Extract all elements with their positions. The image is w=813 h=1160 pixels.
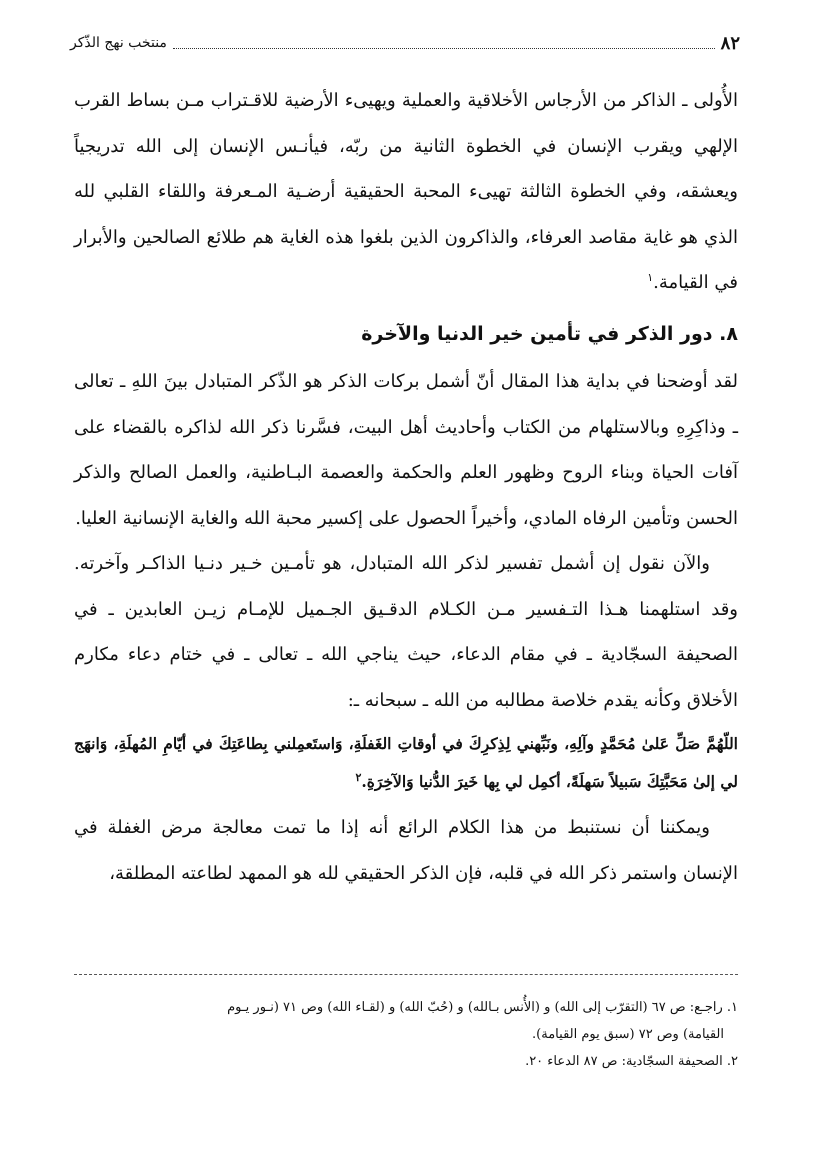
paragraph-3: والآن نقول إن أشمل تفسير لذكر الله المتبادل، هو تأمـين خـير دنـيا الذاكـر وآخرته. وقد استلهمنا هـذا التـفسير مـن الكـلام الدقـيق الجـميل للإمـام زيـن العابدين ـ في الصحيفة السجّادية ـ في مقام الدعاء، حيث يناجي الله ـ تعالى ـ في ختام دعاء مكارم الأخلاق وكأنه يقدم خلاصة مطالبه من الله ـ سبحانه ـ: bbox=[74, 553, 738, 711]
footnote-1: ١. راجـع: ص ٦٧ (التقرّب إلى الله) و (الأُنس بـالله) و (حُبّ الله) و (لقـاء الله) وص ٧١ (نـور يـوم bbox=[227, 1000, 738, 1015]
footnote-1-continuation: القيامة) وص ٧٢ (سبق يوم القيامة). bbox=[532, 1027, 724, 1042]
footnotes bbox=[74, 994, 738, 1075]
running-header bbox=[70, 30, 740, 56]
book-title: منتخب نهج الذّكر bbox=[70, 35, 167, 51]
quote-text: اللّهُمَّ صَلِّ عَلىٰ مُحَمَّدٍ وآلِهِ، ونَبِّهني لِذِكرِكَ في أوقاتِ الغَفلَةِ، وَاستَعمِلني بِطاعَتِكَ في أيّامِ المُهلَةِ، وَانهَج لي إلىٰ مَحَبَّتِكَ سَبيلاً سَهلَةً، أكمِل لي بِها خَيرَ الدُّنيا وَالآخِرَةِ. bbox=[74, 734, 738, 791]
footnote-ref-2: ٢ bbox=[355, 770, 362, 784]
paragraph-1-text: الأُولى ـ الذاكر من الأرجاس الأخلاقية والعملية ويهيىء الأرضية للاقـتراب مـن بساط القرب الإلهي ويقرب الإنسان في الخطوة الثانية من ربّه، فيأنـس الإنسان إلى الله تدريجياً ويعشقه، وفي الخطوة الثالثة تهيىء المحبة الحقيقية أرضـية المـعرفة واللقاء القلبي لله الذي هو غاية مقاصد العرفاء، والذاكرون الذين بلغوا هذه الغاية هم طلائع الصالحين والأبرار في القيامة. bbox=[74, 90, 738, 293]
main-text bbox=[74, 78, 738, 896]
supplication-quote bbox=[74, 725, 738, 801]
page-number: ٨٢ bbox=[720, 32, 740, 54]
header-dotted-leader bbox=[173, 48, 715, 49]
paragraph-1 bbox=[74, 78, 738, 306]
footnote-ref-1: ١ bbox=[647, 271, 654, 284]
paragraph-4: ويمكننا أن نستنبط من هذا الكلام الرائع أنه إذا ما تمت معالجة مرض الغفلة في الإنسان واستمر ذكر الله في قلبه، فإن الذكر الحقيقي لله هو الممهد لطاعته المطلقة، bbox=[74, 817, 738, 884]
footnote-2: ٢. الصحيفة السجّادية: ص ٨٧ الدعاء ٢٠. bbox=[525, 1054, 738, 1069]
footnote-divider bbox=[74, 974, 738, 975]
paragraph-2: لقد أوضحنا في بداية هذا المقال أنّ أشمل بركات الذكر هو الذّكر المتبادل بينَ اللهِ ـ تعالى ـ وذاكِرِهِ وبالاستلهام من الكتاب وأحاديث أهل البيت، فسَّرنا ذكر الله لذاكره بالقضاء على آفات الحياة وبناء الروح وظهور العلم والحكمة والعصمة البـاطنية، والعمل الصالح والذكر الحسن وتأمين الرفاه المادي، وأخيراً الحصول على إكسير محبة الله والغاية الإنسانية العليا. bbox=[74, 371, 738, 529]
section-heading: ٨. دور الذكر في تأمين خير الدنيا والآخرة bbox=[361, 322, 738, 345]
